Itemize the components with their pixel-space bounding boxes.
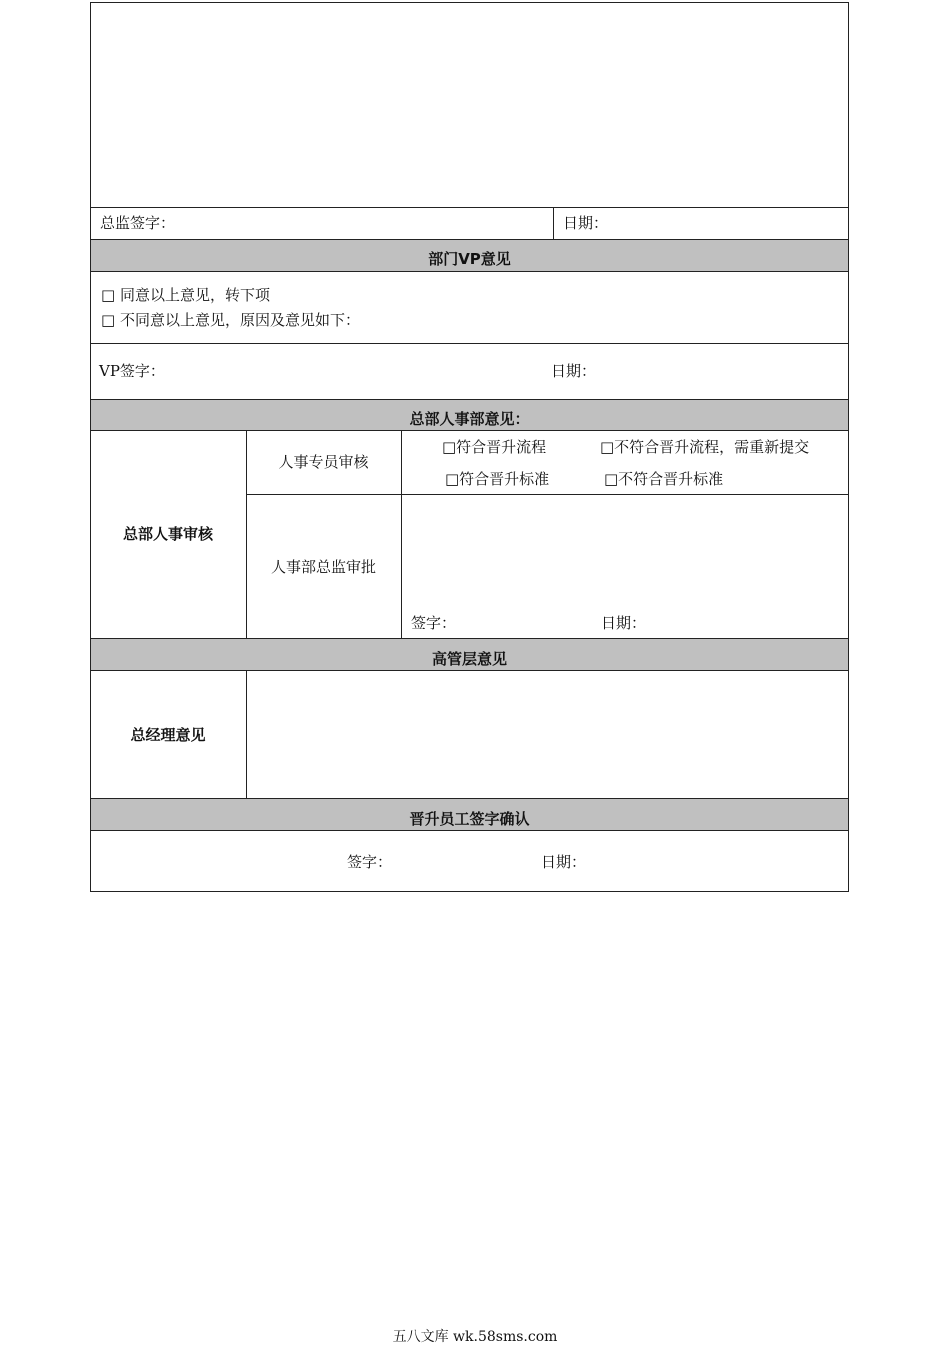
exec-section-header: 高管层意见 [431, 650, 507, 668]
promotion-approval-form [90, 2, 849, 892]
vp-section-header: 部门VP意见 [428, 250, 511, 268]
director-date-label: 日期： [563, 214, 609, 232]
employee-sign-label: 签字： [347, 853, 393, 871]
hr-director-date-label: 日期： [601, 614, 647, 632]
checkbox-process-fail[interactable]: □不符合晋升流程，需重新提交 [600, 438, 810, 456]
gm-opinion-label: 总经理意见 [130, 726, 206, 744]
checkbox-standard-fail[interactable]: □不符合晋升标准 [604, 470, 724, 488]
hr-director-approval-label: 人事部总监审批 [270, 558, 376, 576]
footer-watermark: 五八文库 wk.58sms.com [392, 1329, 558, 1345]
employee-date-label: 日期： [541, 853, 587, 871]
employee-confirm-header: 晋升员工签字确认 [409, 810, 530, 828]
hq-hr-review-label: 总部人事审核 [122, 525, 213, 543]
hq-hr-section-header: 总部人事部意见： [409, 410, 530, 428]
director-sign-label: 总监签字： [100, 214, 176, 232]
vp-option-agree[interactable]: □ 同意以上意见，转下项 [101, 286, 270, 304]
vp-option-disagree[interactable]: □ 不同意以上意见，原因及意见如下： [101, 311, 360, 329]
checkbox-process-ok[interactable]: □符合晋升流程 [442, 438, 547, 456]
hr-specialist-review-label: 人事专员审核 [278, 453, 369, 471]
vp-sign-label: VP签字： [99, 362, 165, 380]
hr-director-sign-label: 签字： [411, 614, 457, 632]
vp-date-label: 日期： [551, 362, 597, 380]
checkbox-standard-ok[interactable]: □符合晋升标准 [445, 470, 550, 488]
